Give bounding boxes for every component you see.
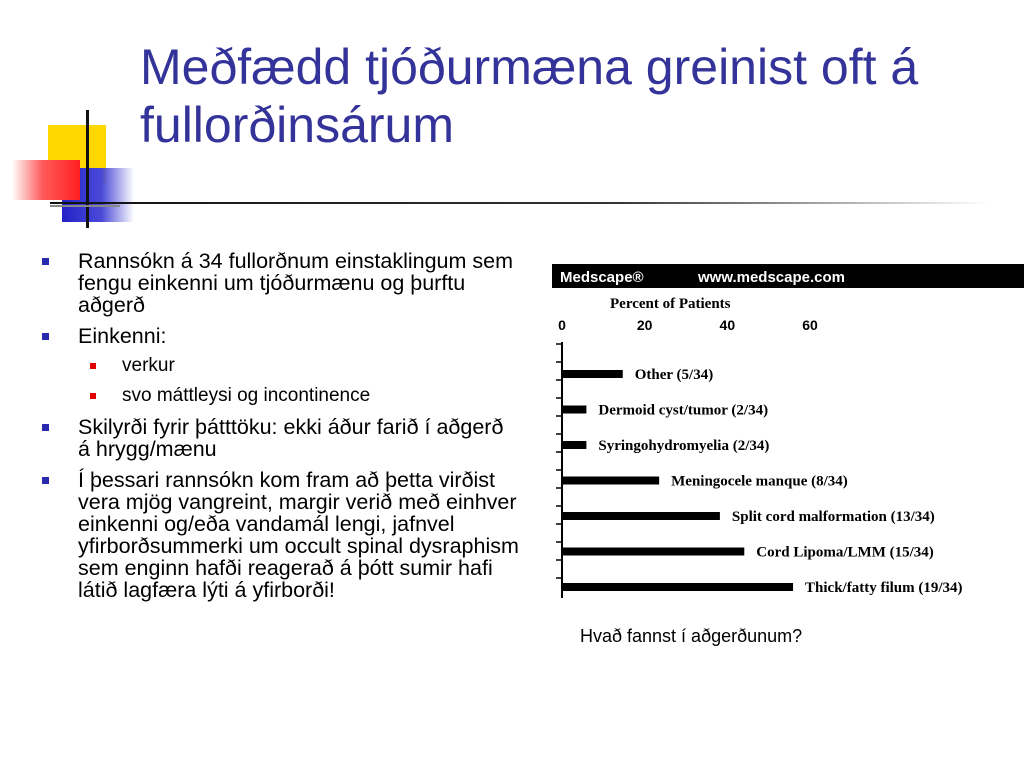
slide-title: Meðfædd tjóðurmæna greinist oft á fullorðinsárum — [140, 39, 919, 153]
bullet-text: Einkenni: — [78, 324, 167, 348]
chart-bar-label: Thick/fatty filum (19/34) — [805, 580, 963, 596]
square-bullet-icon — [42, 424, 49, 431]
chart-tick-label: 40 — [719, 317, 736, 333]
logo-red-square — [12, 160, 80, 200]
bullet-item — [40, 416, 520, 460]
sub-bullet-item — [78, 355, 520, 377]
chart-bar-label: Syringohydromyelia (2/34) — [598, 438, 770, 454]
sub-bullet-text: verkur — [122, 355, 175, 376]
chart-bar — [562, 406, 586, 414]
square-bullet-icon — [90, 363, 96, 369]
chart-figure — [552, 264, 1024, 600]
chart-bar-label: Dermoid cyst/tumor (2/34) — [598, 402, 769, 419]
chart-caption: Hvað fannst í aðgerðunum? — [580, 626, 803, 646]
chart-axis-title: Percent of Patients — [610, 296, 731, 312]
square-bullet-icon — [90, 393, 96, 399]
bullet-text: Í þessari rannsókn kom fram að þetta virðist vera mjög vangreint, margir verið með einhver einkenni og/eða vandamál lengi, jafnvel yfirborðsummerki um occult spinal dysraphism sem enginn hafði reagerað á þótt sumir hafi látið lagfæra lýti á yfirborði! — [78, 468, 519, 602]
chart-bar — [562, 370, 623, 378]
chart-bar-label: Cord Lipoma/LMM (15/34) — [756, 544, 934, 561]
chart-bar — [562, 583, 793, 591]
sub-bullet-item — [78, 385, 520, 407]
chart-bar — [562, 477, 659, 485]
chart-tick-label: 20 — [636, 317, 653, 333]
square-bullet-icon — [42, 258, 49, 265]
bullet-text: Rannsókn á 34 fullorðnum einstaklingum sem fengu einkenni um tjóðurmænu og þurftu aðgerð — [78, 249, 514, 317]
bullet-item — [40, 325, 520, 407]
chart-tick-label: 60 — [802, 317, 818, 333]
title-underline — [50, 202, 990, 204]
chart-header-right: www.medscape.com — [698, 269, 845, 286]
square-bullet-icon — [42, 333, 49, 340]
title-underline-accent — [50, 205, 120, 207]
bar-chart — [552, 264, 1024, 600]
chart-bar-label: Other (5/34) — [634, 367, 714, 383]
sub-bullet-list — [78, 355, 520, 407]
bullet-list — [40, 250, 520, 610]
logo-vertical-line — [86, 110, 89, 228]
bullet-item — [40, 250, 520, 316]
chart-bar-label: Split cord malformation (13/34) — [731, 509, 935, 525]
chart-bar — [562, 548, 744, 556]
chart-tick-label: 0 — [558, 317, 566, 333]
square-bullet-icon — [42, 477, 49, 484]
chart-header-left: Medscape® — [560, 269, 644, 286]
bullet-item — [40, 469, 520, 601]
bullet-text: Skilyrði fyrir þátttöku: ekki áður farið í aðgerð á hrygg/mænu — [78, 415, 504, 461]
sub-bullet-text: svo máttleysi og incontinence — [122, 385, 371, 406]
chart-bar-label: Meningocele manque (8/34) — [671, 473, 848, 490]
chart-bar — [562, 441, 586, 449]
chart-bar — [562, 512, 720, 520]
